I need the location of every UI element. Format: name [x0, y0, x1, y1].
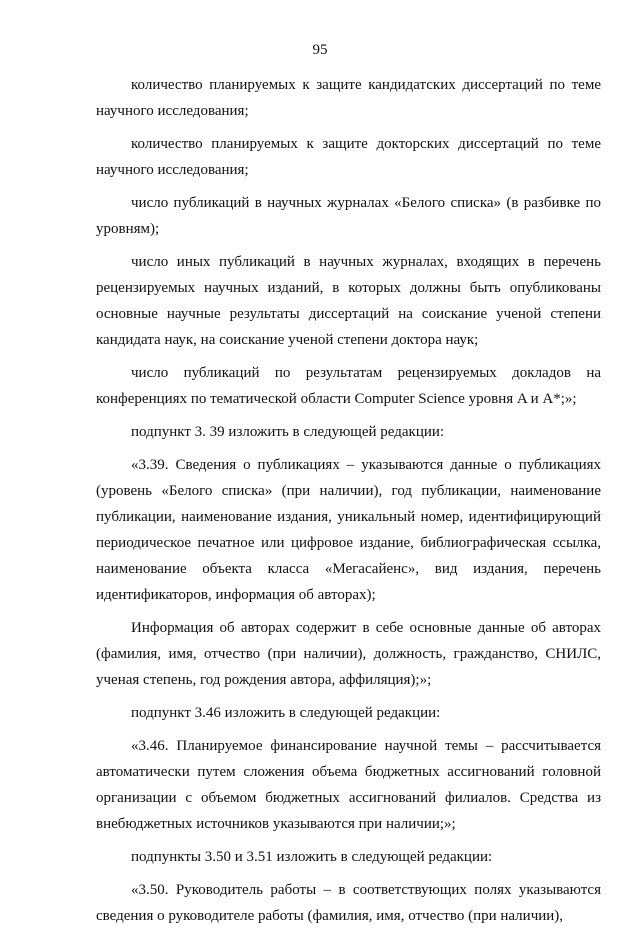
document-body	[96, 72, 601, 936]
paragraph-subclauses-3-50-3-51-intro: подпункты 3.50 и 3.51 изложить в следующей редакции:	[131, 849, 493, 865]
paragraph-subclause-3-39-intro: подпункт 3. 39 изложить в следующей редакции:	[131, 424, 445, 440]
paragraph-white-list-publications: число публикаций в научных журналах «Белого списка» (в разбивке по уровням);	[96, 195, 601, 237]
paragraph-author-information: Информация об авторах содержит в себе основные данные об авторах (фамилия, имя, отчество (при наличии), должность, гражданство, СНИЛС, ученая степень, год рождения автора, аффиляция);»;	[96, 620, 601, 688]
paragraph-candidate-dissertations: количество планируемых к защите кандидатских диссертаций по теме научного исследования;	[96, 77, 601, 119]
paragraph-subclause-3-50: «3.50. Руководитель работы – в соответствующих полях указываются сведения о руководителе работы (фамилия, имя, отчество (при наличии),	[96, 882, 601, 924]
paragraph-subclause-3-46-intro: подпункт 3.46 изложить в следующей редакции:	[131, 705, 441, 721]
paragraph-subclause-3-39: «3.39. Сведения о публикациях – указываются данные о публикациях (уровень «Белого списка» (при наличии), год публикации, наименование публикации, наименование издания, уникальный номер, идентифицирующий периодическое печатное или цифровое издание, библиографическая ссылка, наименование объекта класса «Мегасайенс», вид издания, перечень идентификаторов, информация об авторах);	[96, 457, 601, 603]
paragraph-doctoral-dissertations: количество планируемых к защите докторских диссертаций по теме научного исследования;	[96, 136, 601, 178]
paragraph-conference-publications: число публикаций по результатам рецензируемых докладов на конференциях по тематической области Computer Science уровня A и A*;»;	[96, 365, 601, 407]
paragraph-other-publications: число иных публикаций в научных журналах, входящих в перечень рецензируемых научных изданий, в которых должны быть опубликованы основные научные результаты диссертаций на соискание ученой степени кандидата наук, на соискание ученой степени доктора наук;	[96, 254, 601, 348]
paragraph-subclause-3-46: «3.46. Планируемое финансирование научной темы – рассчитывается автоматически путем сложения объема бюджетных ассигнований головной организации с объемом бюджетных ассигнований филиалов. Средства из внебюджетных источников указываются при наличии;»;	[96, 738, 601, 832]
page-number: 95	[312, 42, 328, 58]
